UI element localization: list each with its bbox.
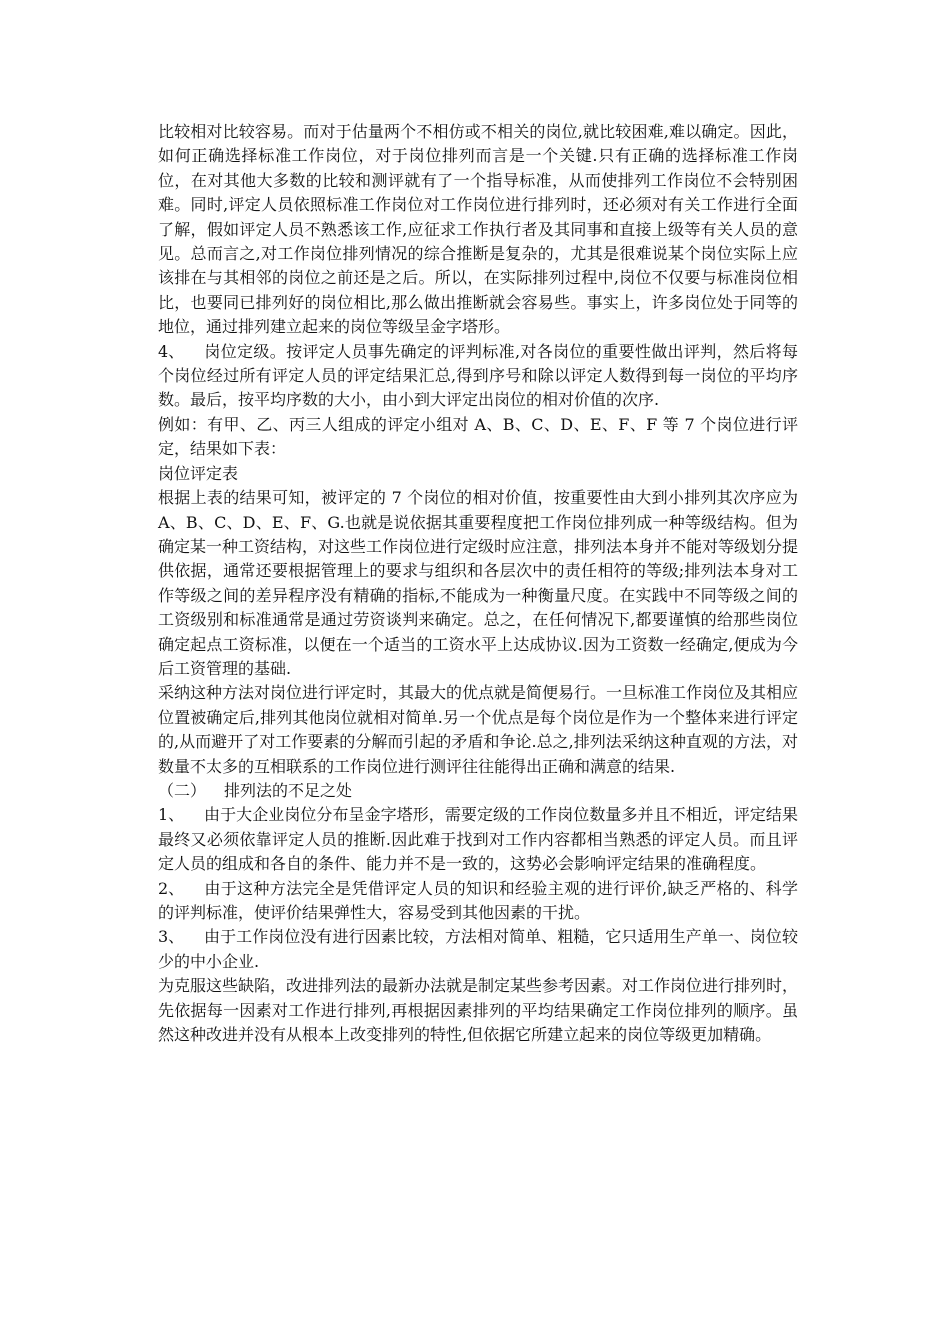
step-number: 4、: [158, 341, 185, 361]
table-caption: 岗位评定表: [158, 463, 239, 483]
shortcoming-3-text: 由于工作岗位没有进行因素比较，方法相对简单、粗糙，它只适用生产单一、岗位较少的中小企业.: [158, 927, 798, 971]
section-title: 排列法的不足之处: [224, 780, 353, 800]
paragraph-results: 根据上表的结果可知，被评定的 7 个岗位的相对价值，按重要性由大到小排列其次序应为 A、B、C、D、E、F、G.也就是说依据其重要程度把工作岗位排列成一种等级结构。但为确定某一种工资结构，对这些工作岗位进行定级时应注意，排列法本身并不能对等级划分提供依据，通常还要根据管理上的要求与组织和各层次中的责任相符的等级;排列法本身对工作等级之间的差异程序没有精确的指标,不能成为一种衡量尺度。在实践中不同等级之间的工资级别和标准通常是通过劳资谈判来确定。总之，在任何情况下,都要谨慎的给那些岗位确定起点工资标准，以便在一个适当的工资水平上达成协议.因为工资数一经确定,便成为今后工资管理的基础.: [158, 488, 799, 678]
paragraph-shortcoming-1: [158, 803, 798, 876]
paragraph-step-4: [158, 340, 798, 413]
paragraph-ranking-difficulty: 比较相对比较容易。而对于估量两个不相仿或不相关的岗位,就比较困难,难以确定。因此，如何正确选择标准工作岗位，对于岗位排列而言是一个关键.只有正确的选择标准工作岗位，在对其他大多数的比较和测评就有了一个指导标准，从而使排列工作岗位不会特别困难。同时,评定人员依照标准工作岗位对工作岗位进行排列时，还必须对有关工作进行全面了解，假如评定人员不熟悉该工作,应征求工作执行者及其同事和直接上级等有关人员的意见。总而言之,对工作岗位排列情况的综合推断是复杂的，尤其是很难说某个岗位实际上应该排在与其相邻的岗位之前还是之后。所以，在实际排列过程中,岗位不仅要与标准岗位相比，也要同已排列好的岗位相比,那么做出推断就会容易些。事实上，许多岗位处于同等的地位，通过排列建立起来的岗位等级呈金字塔形。: [158, 122, 798, 337]
shortcoming-2-text: 由于这种方法完全是凭借评定人员的知识和经验主观的进行评价,缺乏严格的、科学的评判标准，使评价结果弹性大，容易受到其他因素的干扰。: [158, 878, 798, 922]
item-number: 1、: [158, 805, 185, 825]
paragraph-improvement: 为克服这些缺陷，改进排列法的最新办法就是制定某些参考因素。对工作岗位进行排列时，先依据每一因素对工作进行排列,再根据因素排列的平均结果确定工作岗位排列的顺序。虽然这种改进并没有从根本上改变排列的特性,但依据它所建立起来的岗位等级更加精确。: [158, 976, 799, 1045]
item-number: 2、: [158, 878, 185, 898]
item-number: 3、: [158, 927, 185, 947]
paragraph-advantages: 采纳这种方法对岗位进行评定时，其最大的优点就是简便易行。一旦标准工作岗位及其相应位置被确定后,排列其他岗位就相对简单.另一个优点是每个岗位是作为一个整体来进行评定的,从而避开了对工作要素的分解而引起的矛盾和争论.总之,排列法采纳这种直观的方法，对数量不太多的互相联系的工作岗位进行测评往往能得出正确和满意的结果.: [158, 683, 799, 776]
section-number: （二）: [158, 780, 207, 800]
section-heading: [158, 779, 798, 803]
shortcoming-1-text: 由于大企业岗位分布呈金字塔形，需要定级的工作岗位数量多并且不相近，评定结果最终又必须依靠评定人员的推断.因此难于找到对工作内容都相当熟悉的评定人员。而且评定人员的组成和各自的条件、能力并不是一致的，这势必会影响评定结果的准确程度。: [158, 805, 798, 874]
paragraph-shortcoming-2: [158, 877, 798, 926]
step-4-text: 岗位定级。按评定人员事先确定的评判标准,对各岗位的重要性做出评判，然后将每个岗位经过所有评定人员的评定结果汇总,得到序号和除以评定人数得到每一岗位的平均序数。最后，按平均序数的大小，由小到大评定出岗位的相对价值的次序.: [158, 341, 798, 410]
paragraph-shortcoming-3: [158, 925, 798, 974]
paragraph-example: 例如：有甲、乙、丙三人组成的评定小组对 A、B、C、D、E、F、F 等 7 个岗位进行评定，结果如下表：: [158, 414, 798, 459]
document-page: [158, 120, 798, 1047]
